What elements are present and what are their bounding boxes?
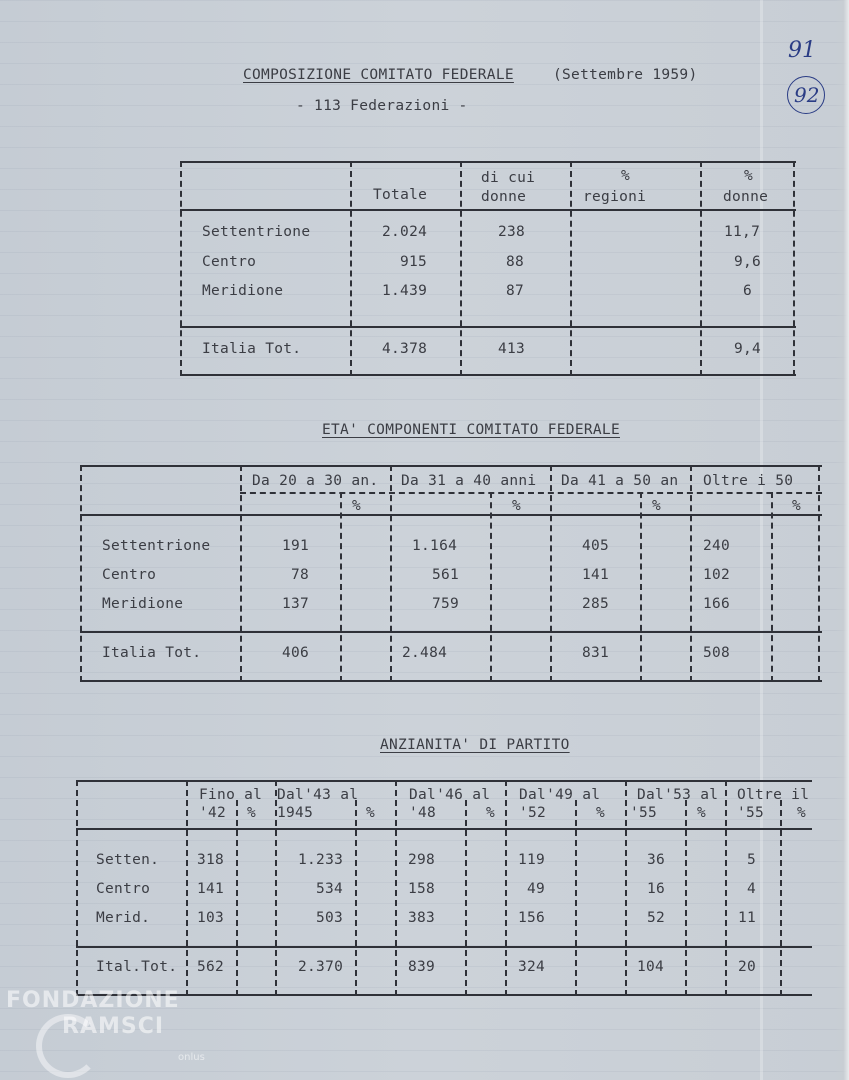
table-rule xyxy=(550,465,552,682)
header-dal-43: Dal'43 al xyxy=(277,787,359,803)
cell-value: 1.164 xyxy=(412,538,458,554)
header-42: '42 xyxy=(199,805,227,821)
header-1945: 1945 xyxy=(277,805,314,821)
row-label: Settentrione xyxy=(102,538,211,554)
cell-value: 156 xyxy=(518,910,546,926)
header-regioni: regioni xyxy=(583,189,647,205)
table-rule xyxy=(80,465,82,682)
table-rule xyxy=(690,465,692,682)
header-48: '48 xyxy=(409,805,437,821)
header-pct: % xyxy=(797,805,807,821)
header-donne: donne xyxy=(481,189,527,205)
cell-value: 141 xyxy=(197,881,225,897)
table-rule xyxy=(395,780,397,996)
table-rule xyxy=(818,465,820,682)
row-label: Centro xyxy=(102,567,157,583)
header-pct: % xyxy=(366,805,376,821)
cell-value: 9,6 xyxy=(734,254,762,270)
table-rule xyxy=(180,326,796,328)
cell-value: 759 xyxy=(432,596,460,612)
cell-value: 318 xyxy=(197,852,225,868)
total-value: 2.370 xyxy=(298,959,344,975)
total-label: Italia Tot. xyxy=(202,341,302,357)
paper-edge xyxy=(835,0,849,1080)
cell-value: 1.439 xyxy=(382,283,428,299)
cell-value: 137 xyxy=(282,596,310,612)
cell-value: 915 xyxy=(400,254,428,270)
row-label: Centro xyxy=(96,881,151,897)
cell-value: 298 xyxy=(408,852,436,868)
cell-value: 405 xyxy=(582,538,610,554)
cell-value: 119 xyxy=(518,852,546,868)
table-rule xyxy=(625,780,627,996)
cell-value: 561 xyxy=(432,567,460,583)
table-rule xyxy=(350,161,352,376)
row-label: Meridione xyxy=(102,596,184,612)
total-value: 4.378 xyxy=(382,341,428,357)
header-pct: % xyxy=(486,805,496,821)
handwritten-circled-number: 92 xyxy=(794,83,820,107)
header-age-31-40: Da 31 a 40 anni xyxy=(401,473,537,489)
table-rule xyxy=(80,465,822,467)
cell-value: 11 xyxy=(738,910,757,926)
cell-value: 534 xyxy=(316,881,344,897)
header-52: '52 xyxy=(519,805,547,821)
header-pct: % xyxy=(744,168,754,184)
row-label: Setten. xyxy=(96,852,160,868)
table-rule xyxy=(355,800,357,996)
table-rule xyxy=(240,492,822,494)
header-pct: % xyxy=(596,805,606,821)
table-rule xyxy=(490,492,492,682)
total-label: Italia Tot. xyxy=(102,645,202,661)
header-pct: % xyxy=(792,498,802,514)
cell-value: 11,7 xyxy=(724,224,761,240)
cell-value: 5 xyxy=(747,852,757,868)
total-value: 508 xyxy=(703,645,731,661)
cell-value: 2.024 xyxy=(382,224,428,240)
cell-value: 285 xyxy=(582,596,610,612)
header-pct: % xyxy=(697,805,707,821)
table-rule xyxy=(180,161,182,376)
total-value: 413 xyxy=(498,341,526,357)
handwritten-page-number: 91 xyxy=(788,38,816,63)
header-fino-al: Fino al xyxy=(199,787,263,803)
table-rule xyxy=(180,161,796,163)
cell-value: 191 xyxy=(282,538,310,554)
document-date: (Settembre 1959) xyxy=(553,67,698,83)
table-rule xyxy=(780,800,782,996)
document-subtitle: - 113 Federazioni - xyxy=(296,98,468,114)
cell-value: 103 xyxy=(197,910,225,926)
header-pct: % xyxy=(247,805,257,821)
watermark-line-3: onlus xyxy=(178,1052,205,1063)
cell-value: 166 xyxy=(703,596,731,612)
total-value: 104 xyxy=(637,959,665,975)
table-rule xyxy=(80,680,822,682)
table-rule xyxy=(570,161,572,376)
header-pct: % xyxy=(621,168,631,184)
table-rule xyxy=(180,209,796,211)
document-title: COMPOSIZIONE COMITATO FEDERALE xyxy=(243,67,514,83)
cell-value: 6 xyxy=(743,283,753,299)
cell-value: 78 xyxy=(291,567,310,583)
watermark-line-2: RAMSCI xyxy=(62,1014,165,1039)
table-rule xyxy=(700,161,702,376)
table-rule xyxy=(80,514,822,516)
header-55: '55 xyxy=(630,805,658,821)
header-age-41-50: Da 41 a 50 an xyxy=(561,473,679,489)
header-55: '55 xyxy=(737,805,765,821)
table-rule xyxy=(340,492,342,682)
table-rule xyxy=(640,492,642,682)
header-oltre-il: Oltre il xyxy=(737,787,810,803)
table-rule xyxy=(76,780,78,996)
table-rule xyxy=(685,800,687,996)
total-value: 9,4 xyxy=(734,341,762,357)
total-value: 20 xyxy=(738,959,757,975)
table-rule xyxy=(505,780,507,996)
header-di-cui: di cui xyxy=(481,170,536,186)
table-rule xyxy=(80,631,822,633)
header-pct: % xyxy=(512,498,522,514)
cell-value: 4 xyxy=(747,881,757,897)
header-pct: % xyxy=(652,498,662,514)
header-dal-53: Dal'53 al xyxy=(637,787,719,803)
cell-value: 503 xyxy=(316,910,344,926)
header-totale: Totale xyxy=(373,187,428,203)
total-label: Ital.Tot. xyxy=(96,959,178,975)
cell-value: 36 xyxy=(647,852,666,868)
row-label: Merid. xyxy=(96,910,151,926)
total-value: 839 xyxy=(408,959,436,975)
total-value: 406 xyxy=(282,645,310,661)
cell-value: 141 xyxy=(582,567,610,583)
header-donne-pct: donne xyxy=(723,189,769,205)
table-rule xyxy=(771,492,773,682)
table-rule xyxy=(465,800,467,996)
cell-value: 16 xyxy=(647,881,666,897)
seniority-table-title: ANZIANITA' DI PARTITO xyxy=(380,737,570,753)
table-rule xyxy=(186,780,188,996)
cell-value: 87 xyxy=(506,283,525,299)
header-dal-49: Dal'49 al xyxy=(519,787,601,803)
cell-value: 240 xyxy=(703,538,731,554)
watermark-line-1: FONDAZIONE xyxy=(6,988,180,1013)
cell-value: 158 xyxy=(408,881,436,897)
table-rule xyxy=(575,800,577,996)
row-label: Centro xyxy=(202,254,257,270)
cell-value: 1.233 xyxy=(298,852,344,868)
total-value: 324 xyxy=(518,959,546,975)
cell-value: 52 xyxy=(647,910,666,926)
cell-value: 88 xyxy=(506,254,525,270)
table-rule xyxy=(390,465,392,682)
total-value: 562 xyxy=(197,959,225,975)
table-rule xyxy=(240,465,242,682)
total-value: 2.484 xyxy=(402,645,448,661)
header-dal-46: Dal'46 al xyxy=(409,787,491,803)
total-value: 831 xyxy=(582,645,610,661)
table-rule xyxy=(460,161,462,376)
fondazione-gramsci-watermark xyxy=(6,988,216,1078)
cell-value: 383 xyxy=(408,910,436,926)
table-rule xyxy=(793,161,795,376)
table-rule xyxy=(236,800,238,996)
cell-value: 102 xyxy=(703,567,731,583)
age-table-title: ETA' COMPONENTI COMITATO FEDERALE xyxy=(322,422,620,438)
header-age-over-50: Oltre i 50 xyxy=(703,473,794,489)
table-rule xyxy=(180,374,796,376)
header-pct: % xyxy=(352,498,362,514)
table-rule xyxy=(725,780,727,996)
row-label: Settentrione xyxy=(202,224,311,240)
row-label: Meridione xyxy=(202,283,284,299)
cell-value: 238 xyxy=(498,224,526,240)
header-age-20-30: Da 20 a 30 an. xyxy=(252,473,379,489)
cell-value: 49 xyxy=(527,881,546,897)
